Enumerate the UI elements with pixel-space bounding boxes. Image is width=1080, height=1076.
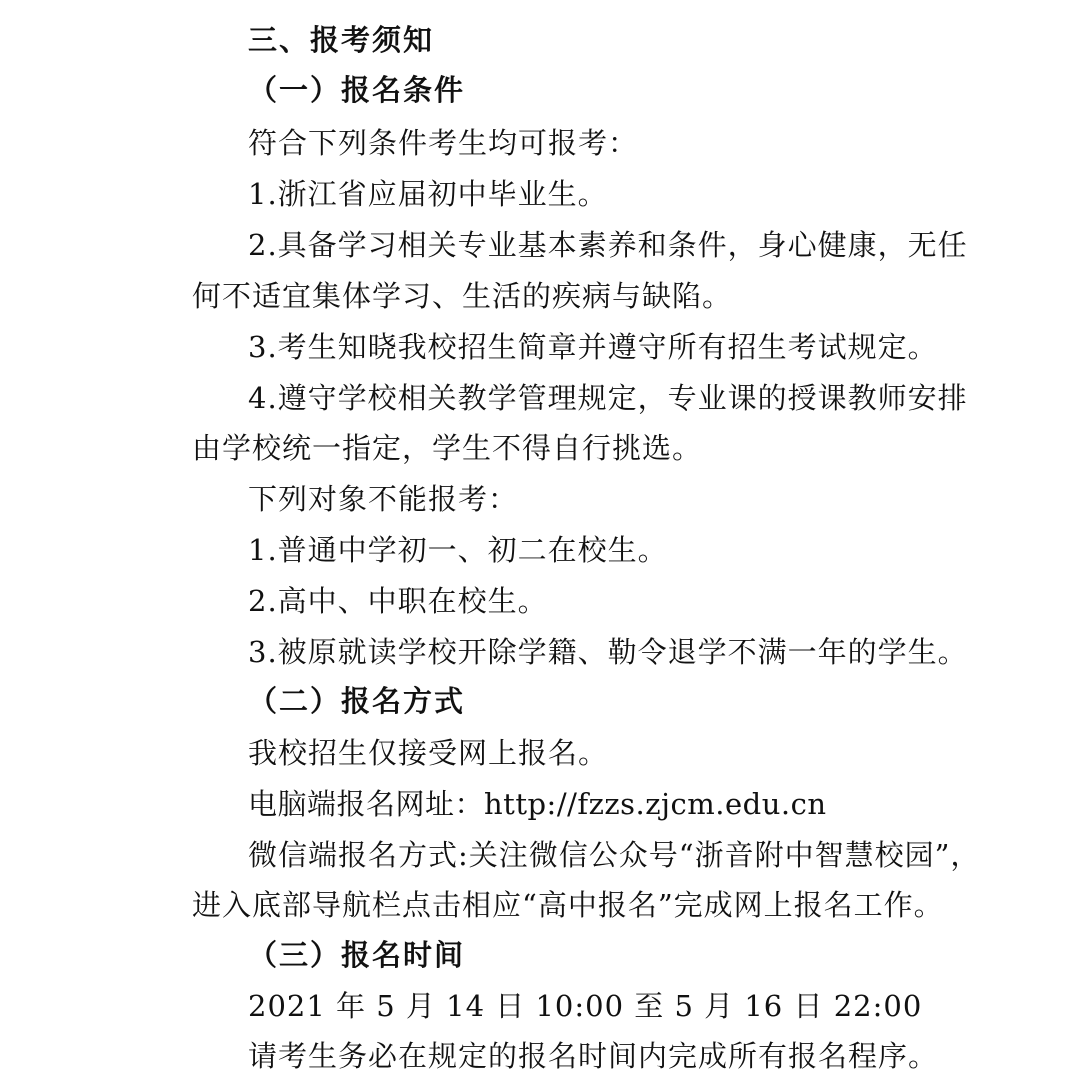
subsection-heading-time: （三）报名时间 [248,938,466,972]
paragraph-ineligible-2: 2.高中、中职在校生。 [248,584,548,618]
paragraph-wechat-method: 微信端报名方式:关注微信公众号“浙音附中智慧校园”， [248,838,981,872]
paragraph-ineligible-intro: 下列对象不能报考： [248,482,519,516]
paragraph-ineligible-3: 3.被原就读学校开除学籍、勒令退学不满一年的学生。 [248,635,968,669]
paragraph-condition-2-cont: 何不适宜集体学习、生活的疾病与缺陷。 [192,279,733,313]
paragraph-condition-1: 1.浙江省应届初中毕业生。 [248,177,608,211]
paragraph-condition-2: 2.具备学习相关专业基本素养和条件，身心健康，无任 [248,228,968,262]
subsection-heading-method: （二）报名方式 [248,684,466,718]
paragraph-condition-4: 4.遵守学校相关教学管理规定，专业课的授课教师安排 [248,381,968,415]
paragraph-condition-4-cont: 由学校统一指定，学生不得自行挑选。 [192,431,703,465]
paragraph-ineligible-1: 1.普通中学初一、初二在校生。 [248,533,668,567]
paragraph-online-only: 我校招生仅接受网上报名。 [248,736,609,770]
paragraph-condition-3: 3.考生知晓我校招生简章并遵守所有招生考试规定。 [248,330,938,364]
paragraph-eligible-intro: 符合下列条件考生均可报考： [248,126,639,160]
section-title: 三、报考须知 [248,23,435,57]
paragraph-registration-period: 2021 年 5 月 14 日 10:00 至 5 月 16 日 22:00 [248,989,923,1023]
paragraph-pc-url: 电脑端报名网址：http://fzzs.zjcm.edu.cn [248,787,827,821]
paragraph-registration-reminder: 请考生务必在规定的报名时间内完成所有报名程序。 [248,1039,939,1073]
paragraph-wechat-method-cont: 进入底部导航栏点击相应“高中报名”完成网上报名工作。 [192,888,944,922]
subsection-heading-conditions: （一）报名条件 [248,73,466,107]
